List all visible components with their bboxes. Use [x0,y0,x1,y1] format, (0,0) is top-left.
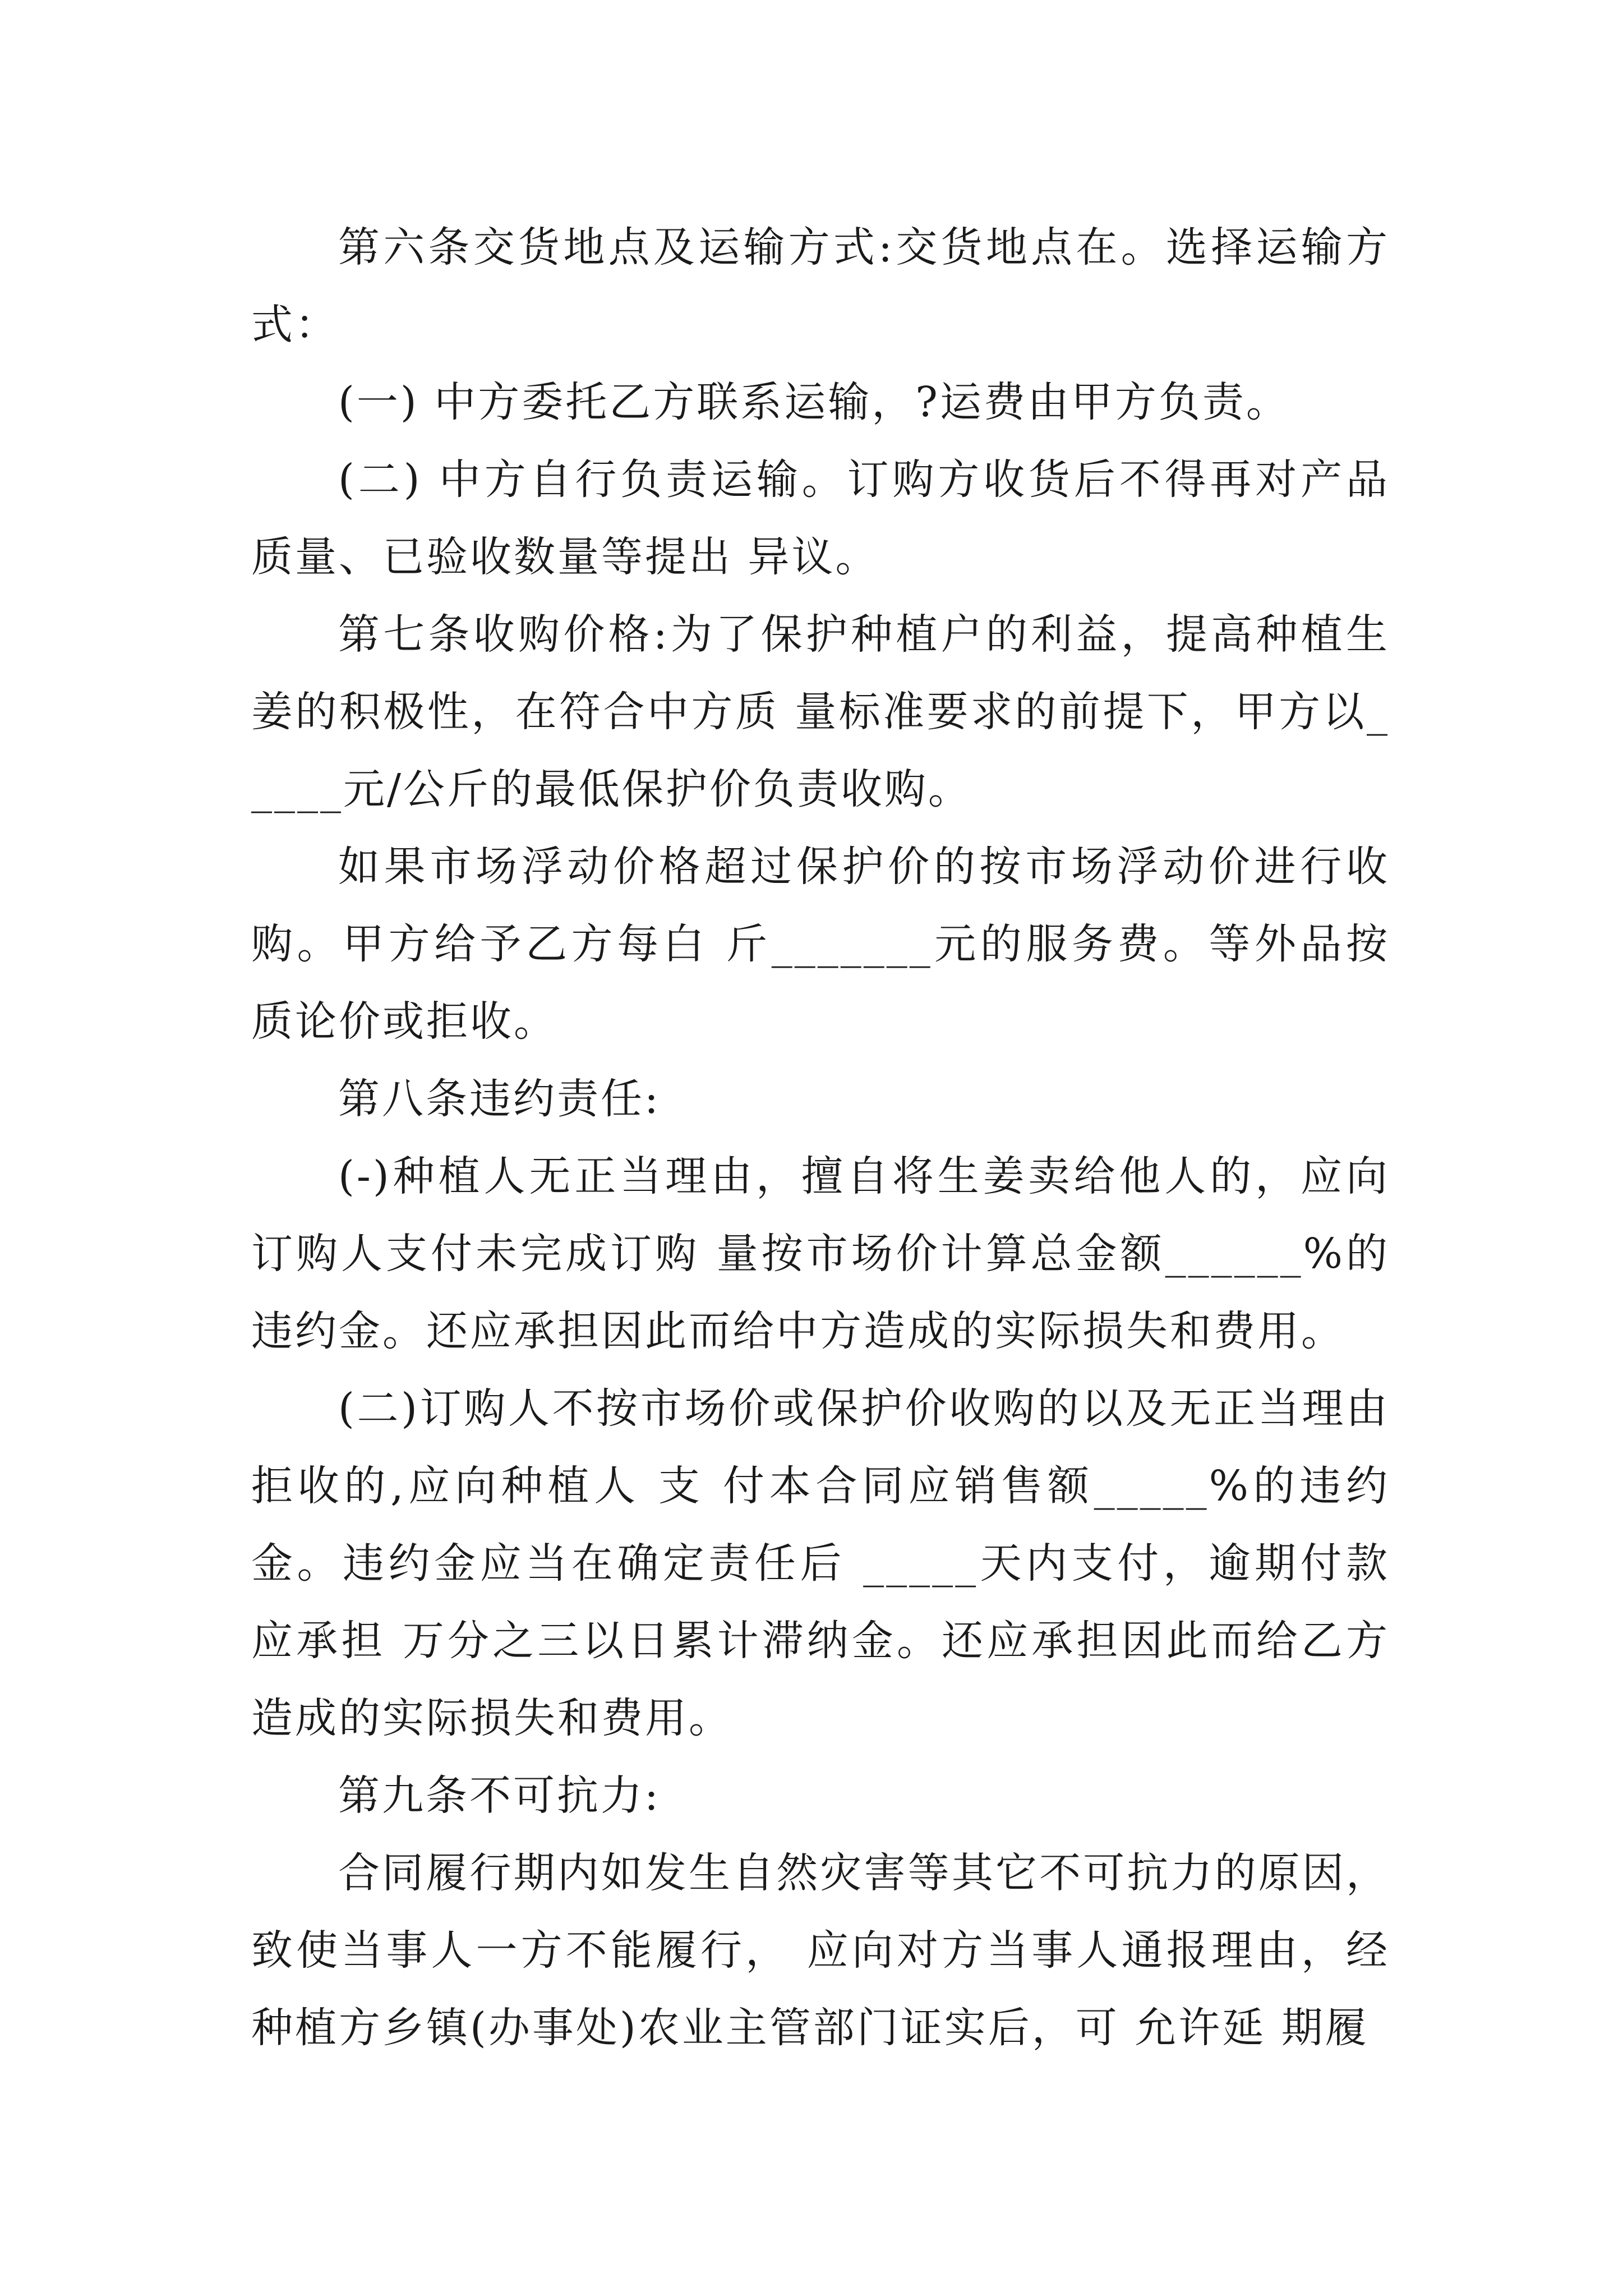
paragraph-article-6: 第六条交货地点及运输方式:交货地点在。选择运输方式： [251,223,1390,349]
paragraph-article-9-heading: 第九条不可抗力: [338,1772,661,1820]
paragraph-article-8-item-2: (二)订购人不按市场价或保护价收购的以及无正当理由拒收的,应向种植人 支 付本合同应销售额_____%的违约金。违约金应当在确定责任后 _____天内支付，逾期付款 应承担 万分之三以日累计滞纳金。还应承担因此而给乙方造成的实际损失和费用。 [251,1384,1390,1742]
document-body [251,209,1390,2067]
paragraph-article-7-market-price: 如果市场浮动价格超过保护价的按市场浮动价进行收购。甲方给予乙方每白 斤_______元的服务费。等外品按质论价或拒收。 [251,843,1390,1046]
paragraph-article-6-item-2: (二) 中方自行负责运输。订购方收货后不得再对产品质量、已验收数量等提出 异议。 [251,455,1390,581]
paragraph-article-9-body: 合同履行期内如发生自然灾害等其它不可抗力的原因，致使当事人一方不能履行， 应向对方当事人通报理由，经种植方乡镇(办事处)农业主管部门证实后，可 允许延 期履 [251,1849,1390,2052]
paragraph-article-8-heading: 第八条违约责任: [338,1075,661,1123]
paragraph-article-6-item-1: (一) 中方委托乙方联系运输，?运费由甲方负责。 [338,378,1290,426]
paragraph-article-8-item-1: (-)种植人无正当理由，擅自将生姜卖给他人的，应向订购人支付未完成订购 量按市场价计算总金额______%的违约金。还应承担因此而给中方造成的实际损失和费用。 [251,1152,1390,1355]
paragraph-article-7: 第七条收购价格:为了保护种植户的利益，提高种植生姜的积极性，在符合中方质 量标准要求的前提下，甲方以_____元/公斤的最低保护价负责收购。 [251,610,1390,813]
